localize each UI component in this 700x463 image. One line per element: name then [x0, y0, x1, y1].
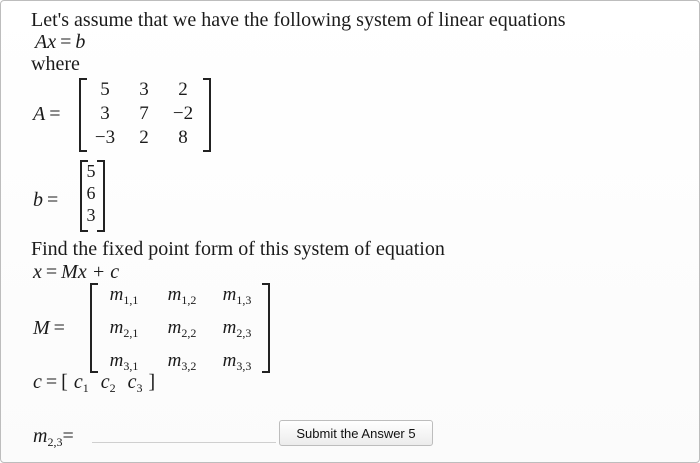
matrix-m-cell	[95, 316, 153, 345]
vector-b-label: b =	[33, 189, 59, 211]
vector-c-item-subscript: 2	[109, 381, 116, 395]
matrix-m-label: M =	[33, 317, 65, 339]
matrix-m-cell	[153, 283, 211, 312]
matrix-m-cell-symbol: m	[109, 317, 124, 338]
matrix-m-cell-subscript: 3,1	[123, 359, 139, 373]
vector-c-item	[95, 371, 122, 393]
vector-b-cell: 5	[86, 161, 96, 181]
matrix-m-cell	[211, 316, 263, 345]
answer-input[interactable]	[92, 420, 276, 443]
equation-lhs: Ax	[35, 31, 57, 53]
matrix-a	[84, 78, 204, 150]
vector-c: c = [ $c_1$ $c_2$ $c_3$ ]	[33, 371, 156, 395]
matrix-a-cell: 7	[139, 103, 149, 124]
matrix-a-cell: 8	[178, 127, 188, 148]
vector-c-item-subscript: 3	[136, 381, 143, 395]
matrix-m-cell-symbol: m	[167, 284, 182, 305]
matrix-m-cell	[211, 349, 263, 378]
vector-c-item	[122, 371, 149, 393]
matrix-m-cell-symbol: m	[222, 350, 237, 371]
vector-c-items	[68, 371, 149, 393]
matrix-m-cell-symbol: m	[109, 350, 124, 371]
matrix-m-cell	[95, 283, 153, 312]
equation-fixed-point: x = Mx + c	[33, 261, 120, 283]
matrix-m-cell-symbol: m	[222, 284, 237, 305]
matrix-m-cell-symbol: m	[167, 350, 182, 371]
matrix-m-cell-subscript: 3,2	[181, 359, 197, 373]
matrix-m-cell	[153, 349, 211, 378]
find-text: Find the fixed point form of this system of equation	[31, 238, 445, 260]
equation-rhs: b	[75, 31, 86, 53]
matrix-m	[95, 283, 263, 378]
matrix-a-cell: 3	[139, 79, 149, 100]
vector-c-item-subscript: 1	[82, 381, 89, 395]
where-text: where	[31, 53, 80, 75]
intro-text: Let's assume that we have the following system of linear equations	[31, 9, 566, 31]
matrix-m-cell	[153, 316, 211, 345]
vector-b-cell: 6	[86, 183, 96, 203]
matrix-m-right-bracket	[262, 283, 270, 373]
answer-label: $m_{2,3}=$	[33, 425, 74, 449]
vector-b-cell: 3	[86, 205, 96, 225]
equation-ax-b: Ax = b	[35, 31, 86, 53]
matrix-m-cell-subscript: 1,2	[181, 293, 197, 307]
vector-b	[82, 160, 100, 226]
vector-c-item-symbol: c	[100, 371, 110, 393]
matrix-m-cell-subscript: 1,3	[236, 293, 252, 307]
matrix-m-cell-subscript: 3,3	[236, 359, 252, 373]
matrix-m-cell-subscript: 2,3	[236, 326, 252, 340]
matrix-a-cell: −2	[172, 103, 194, 124]
vector-c-item	[68, 371, 95, 393]
matrix-a-label: A =	[33, 103, 61, 125]
matrix-a-cell: 5	[100, 79, 110, 100]
matrix-m-cell-symbol: m	[109, 284, 124, 305]
matrix-a-cell: 2	[139, 127, 149, 148]
vector-c-item-symbol: c	[73, 371, 83, 393]
matrix-m-cell-subscript: 2,1	[123, 326, 139, 340]
vector-c-item-symbol: c	[127, 371, 137, 393]
matrix-a-cell: −3	[94, 127, 116, 148]
matrix-m-cell-subscript: 1,1	[123, 293, 139, 307]
matrix-a-cell: 3	[100, 103, 110, 124]
matrix-m-cell-symbol: m	[167, 317, 182, 338]
matrix-m-cell	[211, 283, 263, 312]
matrix-a-right-bracket	[203, 78, 211, 152]
matrix-m-cell-subscript: 2,2	[181, 326, 197, 340]
matrix-m-cell-symbol: m	[222, 317, 237, 338]
matrix-a-cell: 2	[178, 79, 188, 100]
submit-answer-button[interactable]: Submit the Answer 5	[279, 420, 433, 446]
